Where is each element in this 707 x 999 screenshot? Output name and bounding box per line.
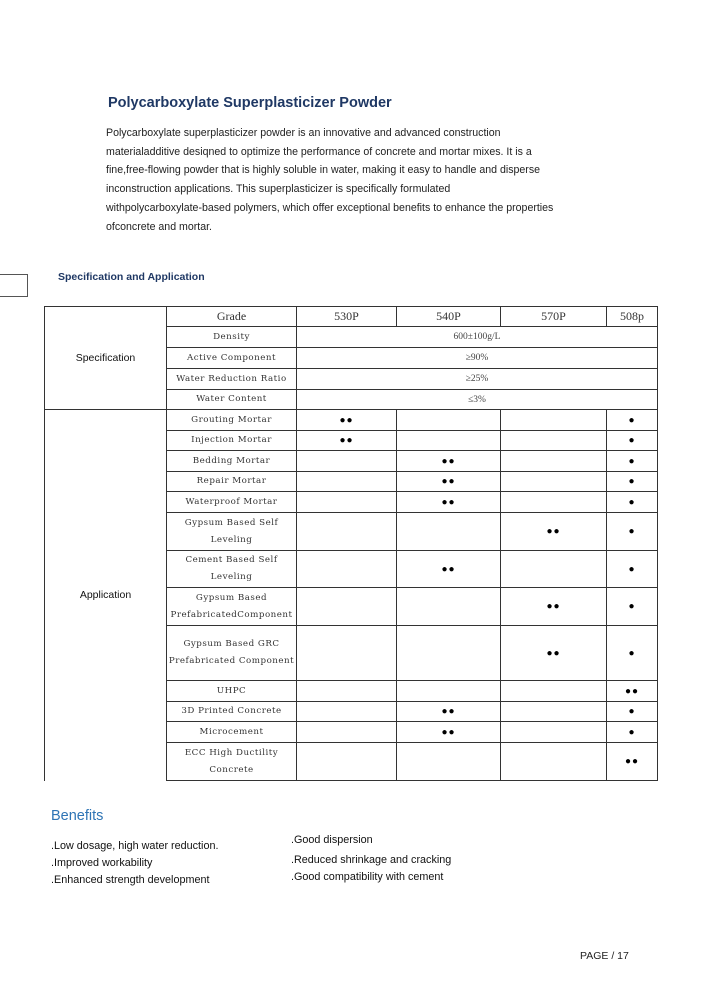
suitability-570p: ●● xyxy=(501,513,607,551)
suitability-570p xyxy=(501,743,607,781)
spec-label: Water Content xyxy=(167,390,297,410)
application-row xyxy=(45,410,658,431)
suitability-508p: ● xyxy=(607,513,658,551)
suitability-570p: ●● xyxy=(501,626,607,681)
spec-value: ≤3% xyxy=(297,390,658,410)
suitability-540p xyxy=(397,431,501,451)
suitability-540p: ●● xyxy=(397,451,501,472)
intro-line: fine,free-flowing powder that is highly soluble in water, making it easy to handle and disperse xyxy=(106,164,541,177)
suitability-540p xyxy=(397,513,501,551)
grade-540p: 540P xyxy=(397,307,501,327)
spec-value: 600±100g/L xyxy=(297,327,658,348)
application-name: 3D Printed Concrete xyxy=(167,702,297,722)
suitability-530p xyxy=(297,702,397,722)
spec-heading: Specification and Application xyxy=(58,271,205,283)
suitability-540p xyxy=(397,626,501,681)
suitability-508p: ● xyxy=(607,702,658,722)
grade-530p: 530P xyxy=(297,307,397,327)
suitability-508p: ● xyxy=(607,588,658,626)
spec-application-table xyxy=(44,306,658,781)
suitability-530p xyxy=(297,743,397,781)
suitability-570p xyxy=(501,551,607,588)
suitability-540p: ●● xyxy=(397,551,501,588)
suitability-540p: ●● xyxy=(397,492,501,513)
suitability-530p xyxy=(297,492,397,513)
intro-line: inconstruction applications. This superplasticizer is specifically formulated xyxy=(106,183,451,196)
benefit-item: .Low dosage, high water reduction. xyxy=(51,840,219,852)
suitability-570p xyxy=(501,451,607,472)
suitability-570p xyxy=(501,472,607,492)
application-name: ECC High Ductility Concrete xyxy=(167,743,297,781)
benefit-item: .Good compatibility with cement xyxy=(291,871,444,883)
grade-570p: 570P xyxy=(501,307,607,327)
application-name: Microcement xyxy=(167,722,297,743)
benefits-heading: Benefits xyxy=(51,808,104,824)
suitability-508p: ● xyxy=(607,551,658,588)
suitability-570p: ●● xyxy=(501,588,607,626)
suitability-508p: ● xyxy=(607,626,658,681)
suitability-508p: ● xyxy=(607,722,658,743)
suitability-540p xyxy=(397,410,501,431)
suitability-540p: ●● xyxy=(397,722,501,743)
application-name: Grouting Mortar xyxy=(167,410,297,431)
application-name: Gypsum Based Self Leveling xyxy=(167,513,297,551)
suitability-530p: ●● xyxy=(297,410,397,431)
suitability-570p xyxy=(501,681,607,702)
application-name: UHPC xyxy=(167,681,297,702)
suitability-570p xyxy=(501,722,607,743)
benefit-item: .Improved workability xyxy=(51,857,153,869)
grade-label: Grade xyxy=(167,307,297,327)
application-name: Gypsum Based PrefabricatedComponent xyxy=(167,588,297,626)
suitability-540p xyxy=(397,681,501,702)
benefit-item: .Good dispersion xyxy=(291,834,373,846)
suitability-570p xyxy=(501,431,607,451)
application-name: Repair Mortar xyxy=(167,472,297,492)
grade-row xyxy=(45,307,658,327)
suitability-540p: ●● xyxy=(397,702,501,722)
suitability-508p: ●● xyxy=(607,681,658,702)
intro-line: materialadditive desiqned to optimize the performance of concrete and mortar mixes. It is a xyxy=(106,145,532,158)
suitability-530p xyxy=(297,451,397,472)
suitability-540p: ●● xyxy=(397,472,501,492)
application-label: Application xyxy=(45,410,167,781)
spec-label: Active Component xyxy=(167,348,297,369)
suitability-530p: ●● xyxy=(297,431,397,451)
spec-label: Water Reduction Ratio xyxy=(167,369,297,390)
spec-label: Density xyxy=(167,327,297,348)
suitability-530p xyxy=(297,472,397,492)
intro-line: ofconcrete and mortar. xyxy=(106,220,212,233)
suitability-508p: ● xyxy=(607,472,658,492)
margin-marker xyxy=(0,274,28,297)
suitability-570p xyxy=(501,410,607,431)
intro-line: Polycarboxylate superplasticizer powder is an innovative and advanced construction xyxy=(106,127,501,139)
suitability-530p xyxy=(297,551,397,588)
spec-value: ≥25% xyxy=(297,369,658,390)
suitability-570p xyxy=(501,702,607,722)
suitability-540p xyxy=(397,588,501,626)
benefit-item: .Reduced shrinkage and cracking xyxy=(291,854,452,866)
suitability-530p xyxy=(297,722,397,743)
application-name: Waterproof Mortar xyxy=(167,492,297,513)
specification-label: Specification xyxy=(45,307,167,410)
suitability-530p xyxy=(297,626,397,681)
intro-line: withpolycarboxylate-based polymers, which offer exceptional benefits to enhance the properties xyxy=(106,201,554,214)
spec-value: ≥90% xyxy=(297,348,658,369)
benefit-item: .Enhanced strength development xyxy=(51,874,210,886)
suitability-508p: ●● xyxy=(607,743,658,781)
application-name: Gypsum Based GRC Prefabricated Component xyxy=(167,626,297,681)
suitability-508p: ● xyxy=(607,492,658,513)
page-number: PAGE / 17 xyxy=(580,950,629,962)
suitability-530p xyxy=(297,513,397,551)
suitability-508p: ● xyxy=(607,451,658,472)
grade-508p: 508p xyxy=(607,307,658,327)
suitability-508p: ● xyxy=(607,410,658,431)
suitability-540p xyxy=(397,743,501,781)
application-name: Injection Mortar xyxy=(167,431,297,451)
suitability-570p xyxy=(501,492,607,513)
application-name: Cement Based Self Leveling xyxy=(167,551,297,588)
suitability-508p: ● xyxy=(607,431,658,451)
suitability-530p xyxy=(297,681,397,702)
intro-paragraph xyxy=(106,124,606,236)
suitability-530p xyxy=(297,588,397,626)
document-title: Polycarboxylate Superplasticizer Powder xyxy=(108,95,392,111)
application-name: Bedding Mortar xyxy=(167,451,297,472)
